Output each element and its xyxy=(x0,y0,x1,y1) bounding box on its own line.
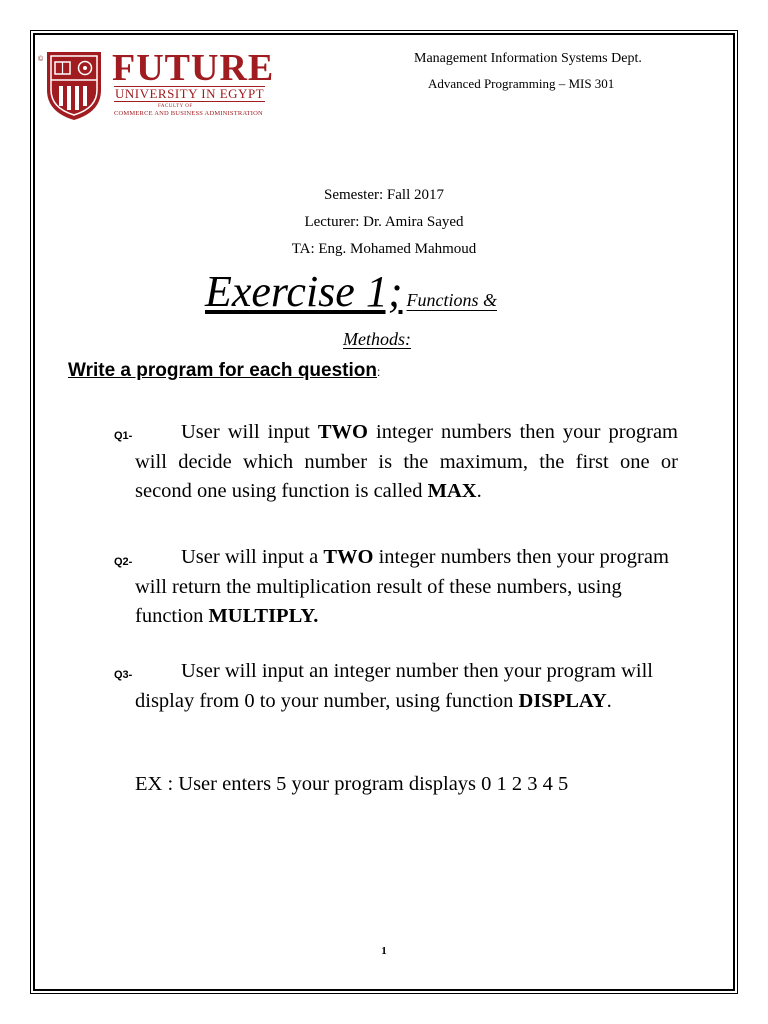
exercise-title xyxy=(205,266,497,317)
exercise-title-sub-continued: Methods: xyxy=(343,329,411,349)
lecturer-line: Lecturer: Dr. Amira Sayed xyxy=(304,214,464,230)
semester-line: Semester: Fall 2017 xyxy=(324,187,444,203)
shield-icon xyxy=(45,50,103,122)
q1-text-part: integer numbers then your program will decide which number is the maximum, the first one or second one using function is called xyxy=(135,421,678,502)
exercise-title-main: Exercise 1; xyxy=(205,267,403,316)
q2-bold-two: TWO xyxy=(323,546,374,568)
instruction-heading xyxy=(68,360,380,382)
question-text-q2 xyxy=(135,543,678,632)
instruction-colon: : xyxy=(376,365,381,379)
q1-text-part: User will input xyxy=(181,421,318,443)
q3-text-part: User will input an integer number then your program will display from 0 to your number, using function xyxy=(135,660,653,712)
question-text-q3 xyxy=(135,657,678,716)
logo-commerce: COMMERCE AND BUSINESS ADMINISTRATION xyxy=(114,110,263,117)
q2-text-part: integer numbers then your program will return the multiplication result of these numbers, using function xyxy=(135,546,669,627)
logo-copyright: © xyxy=(38,56,44,63)
department-name: Management Information Systems Dept. xyxy=(414,51,642,66)
q2-text-part: User will input a xyxy=(181,546,324,568)
q1-bold-max: MAX xyxy=(427,480,477,502)
example-text: EX : User enters 5 your program displays 0 1 2 3 4 5 xyxy=(135,773,569,795)
page-border-inner xyxy=(33,33,735,991)
ta-line: TA: Eng. Mohamed Mahmoud xyxy=(291,241,477,257)
logo-faculty: FACULTY OF xyxy=(158,104,193,109)
question-label: Q2- xyxy=(114,556,133,568)
course-name: Advanced Programming – MIS 301 xyxy=(428,76,615,91)
question-label: Q1- xyxy=(114,430,133,442)
q3-bold-display: DISPLAY xyxy=(518,689,607,712)
question-label: Q3- xyxy=(114,669,133,681)
university-logo xyxy=(38,48,278,124)
q2-bold-multiply: MULTIPLY. xyxy=(208,605,319,627)
q3-text-part: . xyxy=(606,689,612,712)
logo-university: UNIVERSITY IN EGYPT xyxy=(115,86,265,101)
q1-bold-two: TWO xyxy=(317,421,368,443)
exercise-title-sub: Functions & xyxy=(406,290,497,310)
logo-wordmark: FUTURE xyxy=(112,47,275,89)
q1-text-part: . xyxy=(476,480,482,502)
question-text-q1 xyxy=(135,418,678,507)
page-number: 1 xyxy=(381,945,387,957)
instruction-text: Write a program for each question xyxy=(68,360,377,381)
